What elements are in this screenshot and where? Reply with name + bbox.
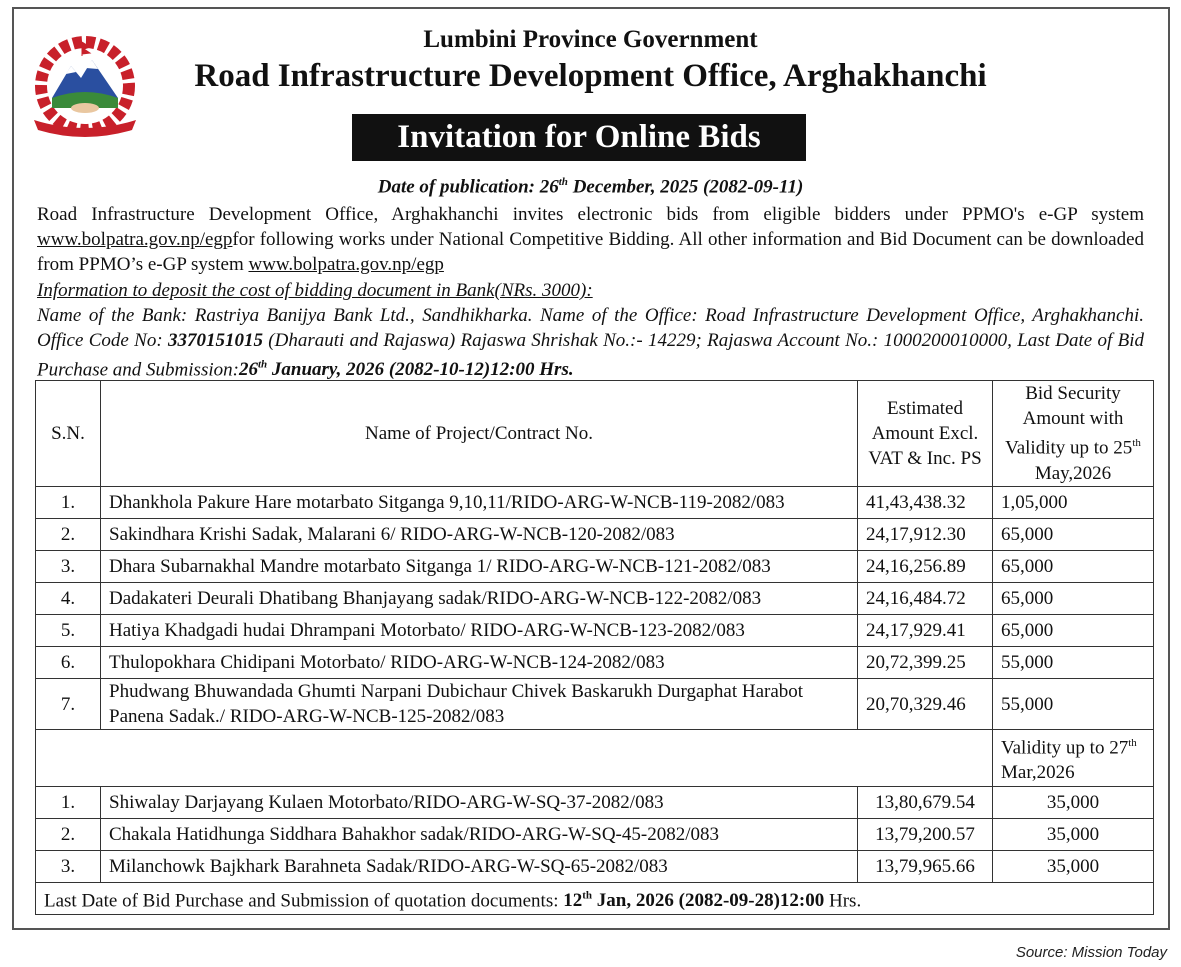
sn-cell: 6. (36, 647, 101, 679)
project-name-cell: Dhara Subarnakhal Mandre motarbato Sitganga 1/ RIDO-ARG-W-NCB-121-2082/083 (101, 551, 858, 583)
bid-security-cell: 65,000 (993, 615, 1154, 647)
publication-date: Date of publication: 26th December, 2025 (2082-09-11) (377, 176, 804, 198)
table-row (36, 679, 1154, 730)
bid-security-cell: 35,000 (993, 819, 1154, 851)
bid-security-cell: 65,000 (993, 551, 1154, 583)
project-name-cell: Shiwalay Darjayang Kulaen Motorbato/RIDO-ARG-W-SQ-37-2082/083 (101, 787, 858, 819)
bid-security-cell: 55,000 (993, 679, 1154, 730)
province-title: Lumbini Province Government (423, 26, 758, 53)
bid-security-cell: 35,000 (993, 787, 1154, 819)
bid-security-cell: 35,000 (993, 851, 1154, 883)
sn-cell: 1. (36, 787, 101, 819)
bid-security-cell: 1,05,000 (993, 487, 1154, 519)
table-row (36, 787, 1154, 819)
estimated-amount-cell: 24,17,929.41 (858, 615, 993, 647)
estimated-amount-cell: 20,72,399.25 (858, 647, 993, 679)
table-row (36, 583, 1154, 615)
project-name-cell: Phudwang Bhuwandada Ghumti Narpani Dubichaur Chivek Baskarukh Durgaphat Harabot Panena Sadak./ RIDO-ARG-W-NCB-125-2082/083 (101, 679, 858, 730)
source-credit: Source: Mission Today (1015, 944, 1167, 961)
sn-cell: 1. (36, 487, 101, 519)
estimated-amount-cell: 24,16,484.72 (858, 583, 993, 615)
estimated-amount-cell: 13,79,965.66 (858, 851, 993, 883)
office-title: Road Infrastructure Development Office, Arghakhanchi (194, 58, 987, 94)
bank-heading: Information to deposit the cost of bidding document in Bank(NRs. 3000): (37, 280, 593, 301)
bid-security-cell: 55,000 (993, 647, 1154, 679)
estimated-amount-cell: 13,79,200.57 (858, 819, 993, 851)
table-row (36, 819, 1154, 851)
table-row (36, 615, 1154, 647)
notice-banner: Invitation for Online Bids (352, 114, 806, 161)
bolpatra-link[interactable]: www.bolpatra.gov.np/egp (37, 229, 233, 250)
project-name-cell: Hatiya Khadgadi hudai Dhrampani Motorbato/ RIDO-ARG-W-NCB-123-2082/083 (101, 615, 858, 647)
table-row (36, 519, 1154, 551)
bid-security-cell: 65,000 (993, 583, 1154, 615)
project-name-cell: Sakindhara Krishi Sadak, Malarani 6/ RIDO-ARG-W-NCB-120-2082/083 (101, 519, 858, 551)
sn-cell: 3. (36, 551, 101, 583)
bolpatra-link-2[interactable]: www.bolpatra.gov.np/egp (248, 254, 444, 275)
estimated-amount-cell: 24,16,256.89 (858, 551, 993, 583)
footer-row: Last Date of Bid Purchase and Submission of quotation documents: 12th Jan, 2026 (2082-09-28)12:00 Hrs. (36, 883, 1154, 915)
table-row (36, 487, 1154, 519)
estimated-amount-cell: 24,17,912.30 (858, 519, 993, 551)
estimated-amount-cell: 20,70,329.46 (858, 679, 993, 730)
sn-cell: 3. (36, 851, 101, 883)
project-name-cell: Dadakateri Deurali Dhatibang Bhanjayang sadak/RIDO-ARG-W-NCB-122-2082/083 (101, 583, 858, 615)
table-header: S.N. Name of Project/Contract No. Estimated Amount Excl. VAT & Inc. PS Bid Security Amount with Validity up to 25th May,2026 (36, 381, 1154, 487)
estimated-amount-cell: 41,43,438.32 (858, 487, 993, 519)
project-name-cell: Milanchowk Bajkhark Barahneta Sadak/RIDO-ARG-W-SQ-65-2082/083 (101, 851, 858, 883)
sn-cell: 2. (36, 519, 101, 551)
project-name-cell: Thulopokhara Chidipani Motorbato/ RIDO-ARG-W-NCB-124-2082/083 (101, 647, 858, 679)
validity-row: Validity up to 27th Mar,2026 (36, 730, 1154, 787)
sn-cell: 4. (36, 583, 101, 615)
intro-paragraph: Road Infrastructure Development Office, Arghakhanchi invites electronic bids from eligible bidders under PPMO's e-GP system www.bolpatra.gov.np/egpfor following works under National Competitive Bidding. All other information and Bid Document can be downloaded from PPMO’s e-GP system www.bolpatra.gov.np/egp (37, 204, 1144, 275)
table-row (36, 647, 1154, 679)
table-row (36, 851, 1154, 883)
bank-info: Information to deposit the cost of bidding document in Bank(NRs. 3000): Name of the Bank: Rastriya Banijya Bank Ltd., Sandhikharka. Name of the Office: Road Infrastructure Development Office, Arghakhanchi. Office Code No: 3370151015 (Dharauti and Rajaswa) Rajaswa Shrishak No.:- 14229; Rajaswa Account No.: 1000200010000, Last Date of Bid Purchase and Submission:26th January, 2026 (2082-10-12)12:00 Hrs. (37, 280, 1144, 381)
bid-security-cell: 65,000 (993, 519, 1154, 551)
table-row (36, 551, 1154, 583)
project-name-cell: Chakala Hatidhunga Siddhara Bahakhor sadak/RIDO-ARG-W-SQ-45-2082/083 (101, 819, 858, 851)
sn-cell: 2. (36, 819, 101, 851)
sn-cell: 5. (36, 615, 101, 647)
project-name-cell: Dhankhola Pakure Hare motarbato Sitganga 9,10,11/RIDO-ARG-W-NCB-119-2082/083 (101, 487, 858, 519)
bids-table (35, 380, 1154, 915)
sn-cell: 7. (36, 679, 101, 730)
estimated-amount-cell: 13,80,679.54 (858, 787, 993, 819)
